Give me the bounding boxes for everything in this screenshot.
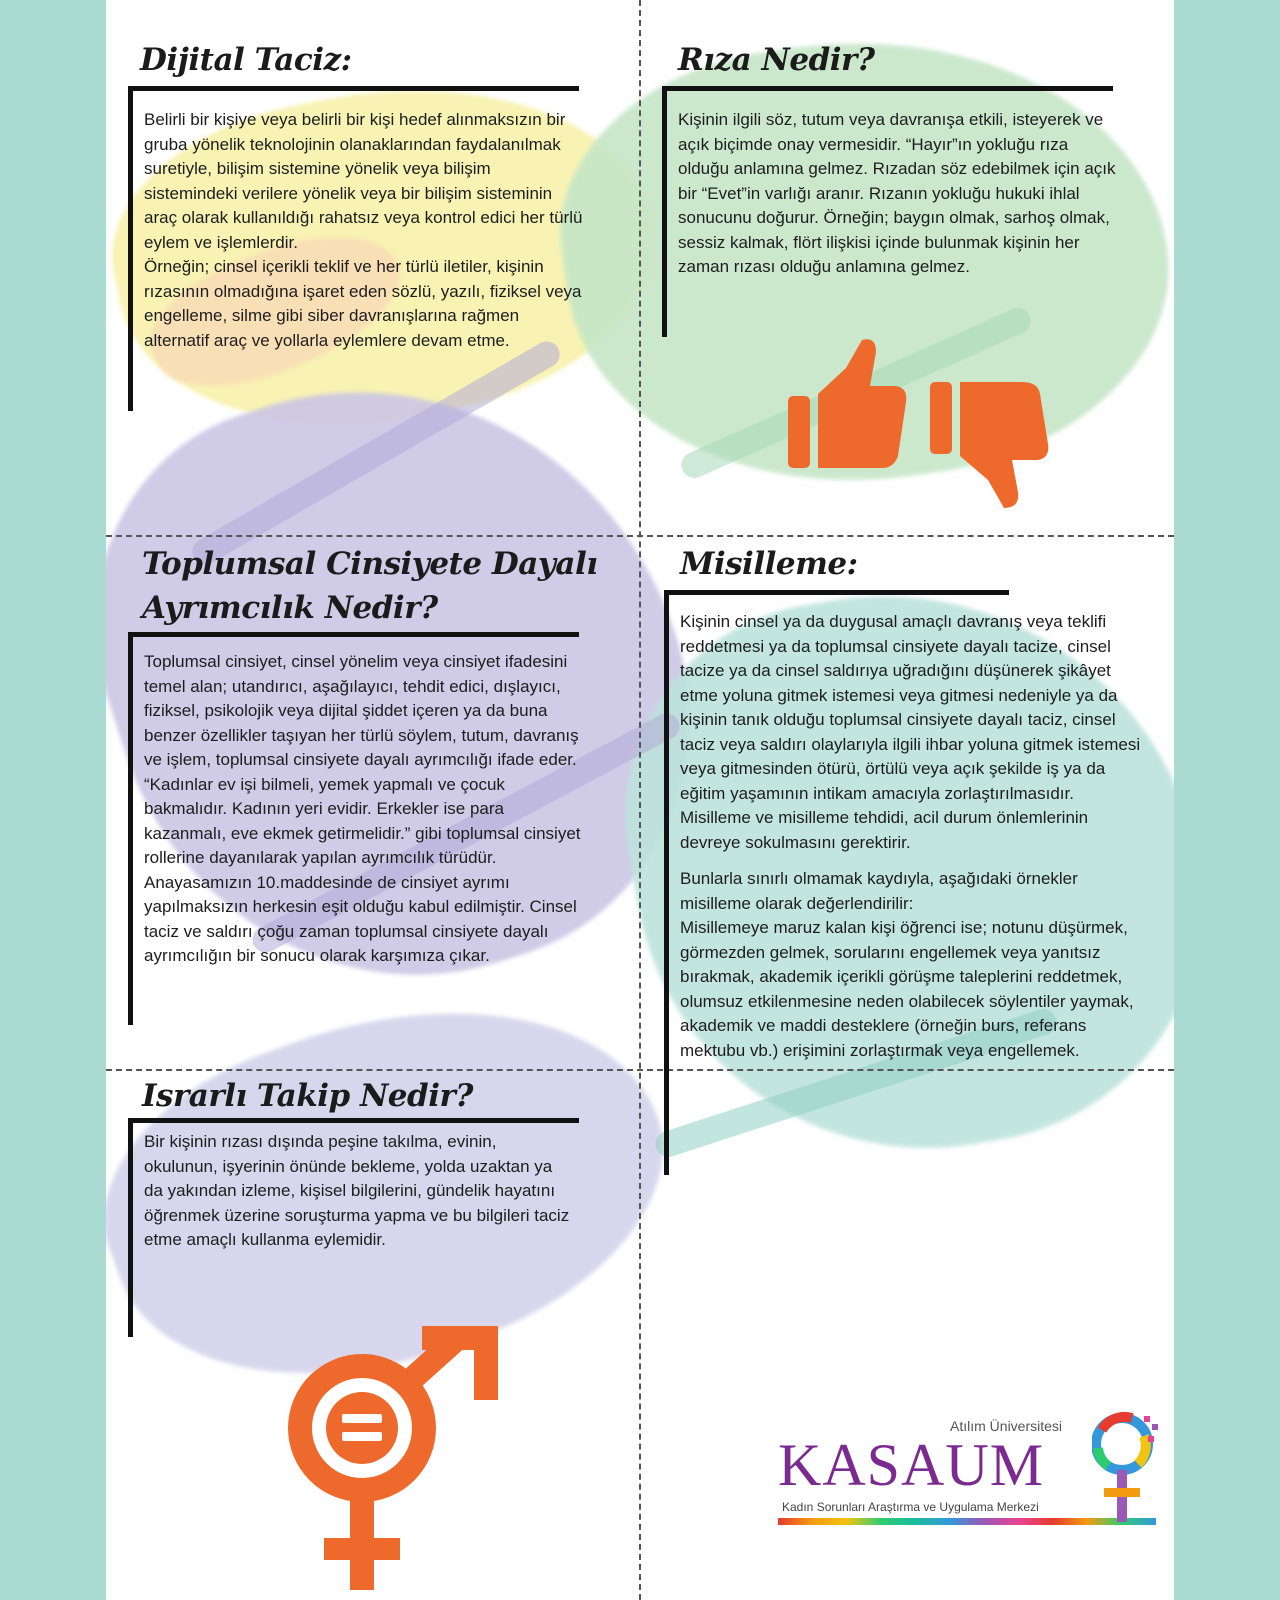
paragraph: Toplumsal cinsiyet, cinsel yönelim veya cinsiyet ifadesini temel alan; utandırıcı, aşağılayıcı, tehdit edici, dışlayıcı, fiziksel, psikolojik veya dijital şiddet içeren ya da buna benzer özellikler taşıyan her türlü söylem, tutum, davranış ve işlem, toplumsal cinsiyete dayalı ayrımcılığı ifade eder. — [144, 652, 579, 769]
paragraph: Belirli bir kişiye veya belirli bir kişi hedef alınmaksızın bir gruba yönelik teknolojinin olanaklarından faydalanılmak suretiyle, bilişim sistemine yönelik veya bilişim sistemindeki verilere yönelik veya bir bilişim sisteminin araç olarak kullanıldığı rahatsız veya kontrol edici her türlü eylem ve işlemlerdir. — [144, 110, 583, 252]
paragraph: Kişinin cinsel ya da duygusal amaçlı davranış veya teklifi reddetmesi ya da toplumsal cinsiyete dayalı tacize, cinsel tacize ya da cinsel saldırıya uğradığını düşünerek şikâyet etme yoluna gitmek istemesi veya gitmesi nedeniyle ya da kişinin tanık olduğu toplumsal cinsiyete dayalı taciz, cinsel taciz veya saldırı olaylarıyla ilgili ihbar yoluna gitmek istemesi veya gitmesinden ötürü, örtülü veya açık şekilde iş ya da eğitim yaşamının intikam amacıyla zorlaştırılmasıdır. Misilleme ve misilleme tehdidi, acil durum önlemlerinin devreye sokulmasını gerektirir. — [680, 612, 1141, 852]
thumbs-up-icon — [784, 338, 908, 480]
section-title-line: Ayrımcılık Nedir? — [142, 590, 438, 626]
logo-name: KASAUM — [778, 1432, 1045, 1498]
gender-equality-icon — [282, 1324, 502, 1592]
section-title: Rıza Nedir? — [678, 42, 875, 78]
section-title: Israrlı Takip Nedir? — [142, 1078, 473, 1114]
horizontal-cut-line — [106, 1069, 1174, 1071]
section-body — [144, 108, 584, 353]
kasaum-logo-icon — [1092, 1410, 1162, 1526]
section-body — [144, 650, 584, 969]
paragraph: Örneğin; cinsel içerikli teklif ve her türlü iletiler, kişinin rızasının olmadığına işaret eden sözlü, yazılı, fiziksel veya engelleme, silme gibi siber davranışlarına rağmen alternatif araç ve yollarla eylemlere devam etme. — [144, 257, 582, 350]
logo-university: Atılım Üniversitesi — [950, 1418, 1063, 1434]
logo-subtitle: Kadın Sorunları Araştırma ve Uygulama Merkezi — [782, 1500, 1039, 1514]
paragraph: Kişinin ilgili söz, tutum veya davranışa etkili, isteyerek ve açık biçimde onay vermesidir. “Hayır”ın yokluğu rıza olduğu anlamına gelmez. Rızadan söz edebilmek için açık bir “Evet”in varlığı aranır. Rızanın yokluğu hukuki ihlal sonucunu doğurur. Örneğin; baygın olmak, sarhoş olmak, sessiz kalmak, flört ilişkisi içinde bulunmak kişinin her zaman rızası olduğu anlamına gelmez. — [678, 110, 1116, 276]
horizontal-cut-line — [106, 535, 1174, 537]
section-body — [678, 108, 1116, 280]
paragraph: Misillemeye maruz kalan kişi öğrenci ise; notunu düşürmek, görmezden gelmek, sorularını engellemek veya yanıtsız bırakmak, akademik içerikli görüşme taleplerini reddetmek, olumsuz etkilenmesine neden olabilecek söylentiler yaymak, akademik ve maddi desteklere (örneğin burs, referans mektubu vb.) erişimini zorlaştırmak veya engellemek. — [680, 918, 1134, 1060]
section-body — [144, 1130, 574, 1253]
vertical-cut-line — [639, 0, 641, 1600]
paragraph: Bunlarla sınırlı olmamak kaydıyla, aşağıdaki örnekler misilleme olarak değerlendirilir: — [680, 869, 1078, 913]
paragraph: Bir kişinin rızası dışında peşine takılma, evinin, okulunun, işyerinin önünde bekleme, yolda uzaktan ya da yakından izleme, kişisel bilgilerini, gündelik hayatını öğrenmek üzerine soruşturma yapma ve bu bilgileri taciz etme amaçlı kullanma eylemidir. — [144, 1132, 570, 1249]
thumbs-down-icon — [926, 378, 1050, 510]
section-title: Misilleme: — [680, 546, 858, 582]
section-title: Dijital Taciz: — [140, 42, 352, 78]
paragraph: “Kadınlar ev işi bilmeli, yemek yapmalı ve çocuk bakmalıdır. Kadının yeri evidir. Erkekler ise para kazanmalı, eve ekmek getirmelidir.” gibi toplumsal cinsiyet rollerine dayanılarak yapılan ayrımcılık türüdür. Anayasamızın 10.maddesinde de cinsiyet ayrımı yapılmaksızın herkesin eşit olduğu kabul edilmiştir. Cinsel taciz ve saldırı çoğu zaman toplumsal cinsiyete dayalı ayrımcılığın bir sonucu olarak karşımıza çıkar. — [144, 774, 581, 965]
section-title-line: Toplumsal Cinsiyete Dayalı — [142, 546, 598, 582]
section-body — [680, 610, 1142, 1063]
